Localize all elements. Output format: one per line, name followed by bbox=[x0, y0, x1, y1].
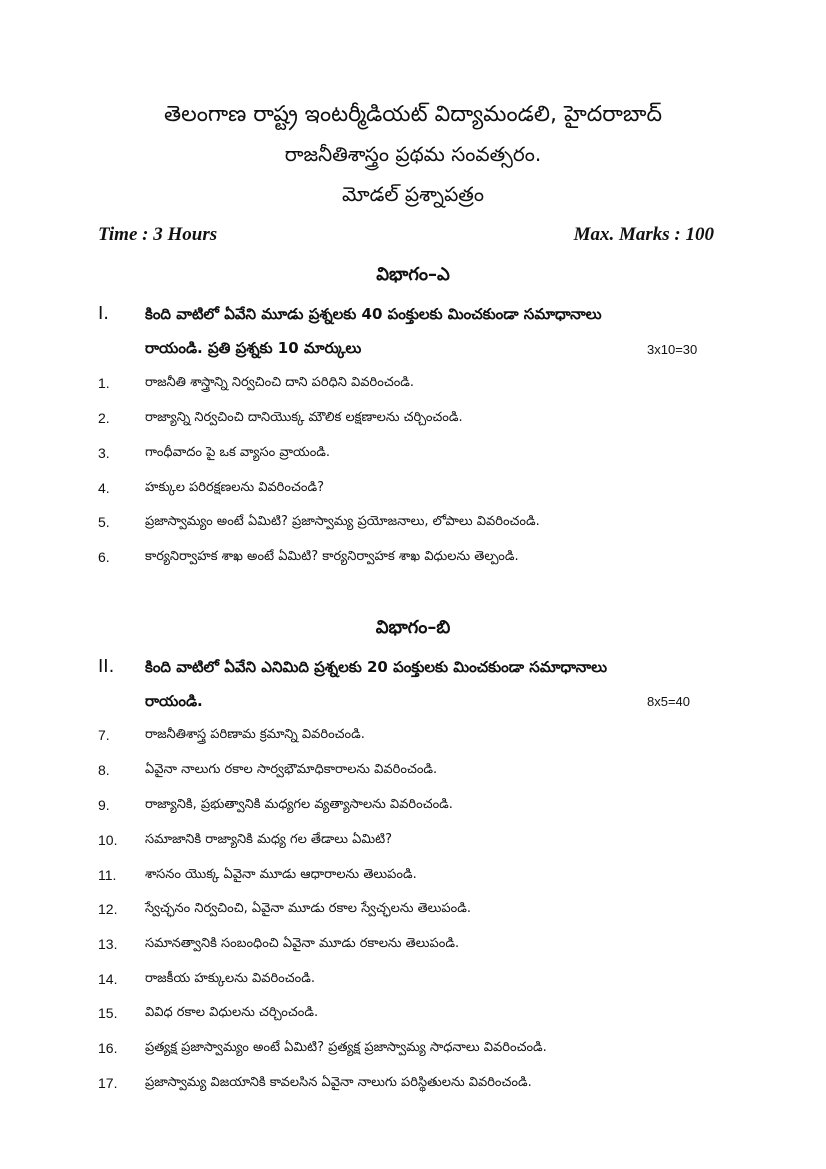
question-item bbox=[98, 375, 738, 397]
question-number: 6. bbox=[98, 549, 110, 565]
question-number: 13. bbox=[98, 936, 118, 952]
question-text: ఏవైనా నాలుగు రకాల సార్వభౌమాధికారాలను వివరించండి. bbox=[145, 762, 438, 777]
section-a-instruction-line2: రాయండి. ప్రతి ప్రశ్నకు 10 మార్కులు bbox=[145, 339, 362, 357]
question-item bbox=[98, 762, 738, 784]
question-text: రాజకీయ హక్కులను వివరించండి. bbox=[145, 971, 315, 986]
question-text: రాజనీతిశాస్త్ర పరిణామ క్రమాన్ని వివరించండి. bbox=[145, 727, 365, 742]
question-number: 5. bbox=[98, 514, 110, 530]
question-item bbox=[98, 727, 738, 749]
question-number: 2. bbox=[98, 410, 110, 426]
question-number: 3. bbox=[98, 445, 110, 461]
question-number: 7. bbox=[98, 727, 110, 743]
question-item bbox=[98, 936, 738, 958]
question-number: 1. bbox=[98, 375, 110, 391]
question-item bbox=[98, 797, 738, 819]
question-number: 12. bbox=[98, 901, 118, 917]
question-number: 14. bbox=[98, 971, 118, 987]
question-text: హక్కుల పరిరక్షణలను వివరించండి? bbox=[145, 480, 324, 495]
question-item bbox=[98, 971, 738, 993]
question-text: రాజ్యాన్ని నిర్వచించి దానియొక్క మౌలిక లక్షణాలను చర్చించండి. bbox=[145, 410, 463, 425]
question-text: సమానత్వానికి సంబంధించి ఏవైనా మూడు రకాలను తెలుపండి. bbox=[145, 936, 460, 951]
section-a-roman-numeral: I. bbox=[98, 303, 110, 324]
question-item bbox=[98, 480, 738, 502]
section-b-marks: 8x5=40 bbox=[647, 694, 691, 709]
question-item bbox=[98, 832, 738, 854]
question-number: 17. bbox=[98, 1075, 118, 1091]
question-text: కార్యనిర్వాహక శాఖ అంటే ఏమిటి? కార్యనిర్వాహక శాఖ విధులను తెల్పండి. bbox=[145, 549, 519, 564]
question-text: సమాజానికి రాజ్యానికి మధ్య గల తేడాలు ఏమిటి? bbox=[145, 832, 393, 847]
exam-max-marks: Max. Marks : 100 bbox=[573, 224, 714, 245]
question-text: ప్రజాస్వామ్యం అంటే ఏమిటి? ప్రజాస్వామ్య ప్రయోజనాలు, లోపాలు వివరించండి. bbox=[145, 514, 540, 529]
question-item bbox=[98, 410, 738, 432]
section-b-instruction-line2: రాయండి. bbox=[145, 692, 203, 710]
question-text: ప్రత్యక్ష ప్రజాస్వామ్యం అంటే ఏమిటి? ప్రత్యక్ష ప్రజాస్వామ్య సాధనాలు వివరించండి. bbox=[145, 1040, 547, 1055]
question-number: 4. bbox=[98, 480, 110, 496]
question-item bbox=[98, 1005, 738, 1027]
question-number: 15. bbox=[98, 1005, 118, 1021]
subject-title: రాజనీతిశాస్త్రం ప్రథమ సంవత్సరం. bbox=[284, 142, 542, 166]
paper-title: మోడల్ ప్రశ్నాపత్రం bbox=[341, 182, 485, 206]
section-b-instruction-line1: కింది వాటిలో ఏవేని ఎనిమిది ప్రశ్నలకు 20 పంక్తులకు మించకుండా సమాధానాలు bbox=[145, 658, 608, 676]
question-item bbox=[98, 1075, 738, 1097]
question-number: 16. bbox=[98, 1040, 118, 1056]
question-text: స్వేచ్ఛనం నిర్వచించి, ఏవైనా మూడు రకాల స్వేచ్ఛలను తెలుపండి. bbox=[145, 901, 471, 916]
question-text: వివిధ రకాల విధులను చర్చించండి. bbox=[145, 1005, 319, 1020]
question-number: 11. bbox=[98, 867, 117, 883]
question-item bbox=[98, 445, 738, 467]
question-number: 9. bbox=[98, 797, 110, 813]
section-a-marks: 3x10=30 bbox=[647, 342, 698, 357]
board-title: తెలంగాణ రాష్ట్ర ఇంటర్మీడియట్ విద్యామండలి, హైదరాబాద్ bbox=[163, 102, 662, 127]
question-text: శాసనం యొక్క ఏవైనా మూడు ఆధారాలను తెలుపండి. bbox=[145, 867, 417, 882]
section-b-roman-numeral: II. bbox=[98, 656, 115, 677]
exam-time: Time : 3 Hours bbox=[98, 224, 218, 245]
question-item bbox=[98, 867, 738, 889]
question-number: 8. bbox=[98, 762, 110, 778]
section-b-title: విభాగం–బి bbox=[375, 617, 451, 638]
question-number: 10. bbox=[98, 832, 118, 848]
question-item bbox=[98, 514, 738, 536]
question-text: గాంధీవాదం పై ఒక వ్యాసం వ్రాయండి. bbox=[145, 445, 331, 460]
question-text: రాజ్యానికి, ప్రభుత్వానికి మధ్యగల వ్యత్యాసాలను వివరించండి. bbox=[145, 797, 453, 812]
section-a-instruction-line1: కింది వాటిలో ఏవేని మూడు ప్రశ్నలకు 40 పంక్తులకు మించకుండా సమాధానాలు bbox=[145, 305, 602, 323]
question-text: రాజనీతి శాస్త్రాన్ని నిర్వచించి దాని పరిధిని వివరించండి. bbox=[145, 375, 415, 390]
exam-info-row bbox=[98, 224, 714, 252]
question-text: ప్రజాస్వామ్య విజయానికి కావలసిన ఏవైనా నాలుగు పరిస్థితులను వివరించండి. bbox=[145, 1075, 532, 1090]
section-a-title: విభాగం–ఎ bbox=[376, 264, 450, 285]
question-item bbox=[98, 549, 738, 571]
question-item bbox=[98, 1040, 738, 1062]
question-item bbox=[98, 901, 738, 923]
